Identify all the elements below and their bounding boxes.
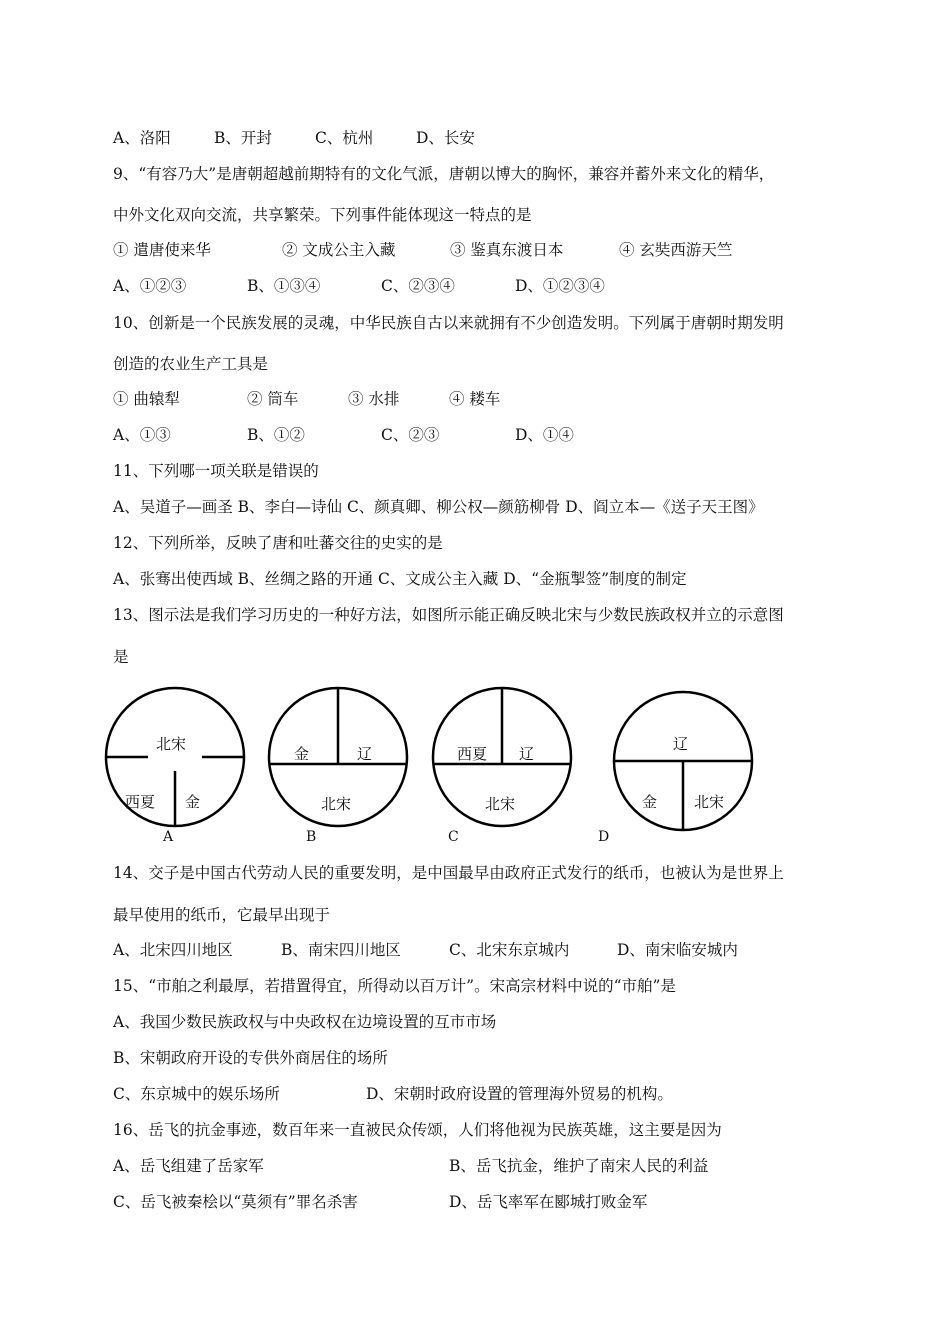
- q9-stem-line1: 9、“有容乃大”是唐朝超越前期特有的文化气派，唐朝以博大的胸怀，兼容并蓄外来文化的精华，: [113, 165, 775, 183]
- q15-option-a[interactable]: A、我国少数民族政权与中央政权在边境设置的互市市场: [113, 1013, 497, 1031]
- q16-stem: 16、岳飞的抗金事迹，数百年来一直被民众传颂，人们将他视为民族英雄，这主要是因为: [113, 1121, 722, 1139]
- q13-diagrams: [0, 680, 950, 860]
- diagram-c-label-3: 北宋: [485, 795, 516, 813]
- diagram-d-letter[interactable]: D: [598, 829, 610, 845]
- diagram-b-label-3: 北宋: [321, 795, 352, 813]
- diagram-d-label-2: 金: [642, 793, 658, 811]
- q8-option-d[interactable]: D、长安: [416, 129, 475, 147]
- diagram-a-label-1: 北宋: [156, 735, 187, 753]
- diagram-b-label-1: 金: [294, 745, 310, 763]
- q9-option-a[interactable]: A、①②③: [113, 277, 187, 295]
- q10-item-4: ④ 耧车: [449, 390, 501, 408]
- diagram-b-label-2: 辽: [357, 745, 373, 763]
- q16-option-a[interactable]: A、岳飞组建了岳家军: [113, 1157, 264, 1175]
- q13-stem-line2: 是: [113, 648, 129, 666]
- q14-option-a[interactable]: A、北宋四川地区: [113, 941, 233, 959]
- q9-option-b[interactable]: B、①③④: [247, 277, 321, 295]
- q10-stem-line1: 10、创新是一个民族发展的灵魂，中华民族自古以来就拥有不少创造发明。下列属于唐朝时期发明: [113, 314, 784, 332]
- q15-option-d[interactable]: D、宋朝时政府设置的管理海外贸易的机构。: [366, 1085, 673, 1103]
- q10-option-a[interactable]: A、①③: [113, 426, 171, 444]
- q10-option-c[interactable]: C、②③: [381, 426, 440, 444]
- q14-stem-line1: 14、交子是中国古代劳动人民的重要发明，是中国最早由政府正式发行的纸币，也被认为是世界上: [113, 864, 784, 882]
- q8-option-b[interactable]: B、开封: [214, 129, 272, 147]
- q10-item-3: ③ 水排: [348, 390, 400, 408]
- diagram-d[interactable]: [614, 692, 752, 830]
- q9-item-4: ④ 玄奘西游天竺: [619, 241, 733, 259]
- q16-option-d[interactable]: D、岳飞率军在郾城打败金军: [449, 1193, 648, 1211]
- q15-option-b[interactable]: B、宋朝政府开设的专供外商居住的场所: [113, 1049, 388, 1067]
- diagram-c-label-1: 西夏: [457, 745, 488, 763]
- diagram-b[interactable]: [269, 688, 407, 826]
- diagram-c[interactable]: [433, 688, 571, 826]
- diagram-d-label-1: 辽: [673, 735, 689, 753]
- q14-option-b[interactable]: B、南宋四川地区: [281, 941, 401, 959]
- q9-stem-line2: 中外文化双向交流，共享繁荣。下列事件能体现这一特点的是: [113, 206, 532, 224]
- q16-option-c[interactable]: C、岳飞被秦桧以“莫须有”罪名杀害: [113, 1193, 358, 1211]
- diagram-a-label-2: 西夏: [125, 793, 156, 811]
- q9-option-d[interactable]: D、①②③④: [515, 277, 605, 295]
- diagram-a-letter[interactable]: A: [163, 829, 174, 845]
- q9-item-2: ② 文成公主入藏: [282, 241, 396, 259]
- q9-option-c[interactable]: C、②③④: [381, 277, 455, 295]
- q14-stem-line2: 最早使用的纸币，它最早出现于: [113, 906, 331, 924]
- q8-option-c[interactable]: C、杭州: [315, 129, 374, 147]
- q10-stem-line2: 创造的农业生产工具是: [113, 355, 269, 373]
- q15-stem: 15、“市舶之利最厚，若措置得宜，所得动以百万计”。宋高宗材料中说的“市舶”是: [113, 977, 676, 995]
- q11-options[interactable]: A、吴道子—画圣 B、李白—诗仙 C、颜真卿、柳公权—颜筋柳骨 D、阎立本—《送子天王图》: [113, 498, 764, 516]
- q12-stem: 12、下列所举，反映了唐和吐蕃交往的史实的是: [113, 534, 443, 552]
- diagram-a[interactable]: [106, 688, 244, 826]
- q14-option-c[interactable]: C、北宋东京城内: [449, 941, 570, 959]
- q15-option-c[interactable]: C、东京城中的娱乐场所: [113, 1085, 280, 1103]
- q10-option-b[interactable]: B、①②: [247, 426, 305, 444]
- diagram-c-label-2: 辽: [519, 745, 535, 763]
- q9-item-3: ③ 鉴真东渡日本: [450, 241, 564, 259]
- diagram-d-label-3: 北宋: [694, 793, 725, 811]
- q13-stem-line1: 13、图示法是我们学习历史的一种好方法，如图所示能正确反映北宋与少数民族政权并立的示意图: [113, 606, 784, 624]
- q10-item-2: ② 筒车: [247, 390, 299, 408]
- q8-option-a[interactable]: A、洛阳: [113, 129, 171, 147]
- q10-option-d[interactable]: D、①④: [515, 426, 574, 444]
- q14-option-d[interactable]: D、南宋临安城内: [617, 941, 738, 959]
- q12-options[interactable]: A、张骞出使西域 B、丝绸之路的开通 C、文成公主入藏 D、“金瓶掣签”制度的制定: [113, 570, 687, 588]
- q16-option-b[interactable]: B、岳飞抗金，维护了南宋人民的利益: [449, 1157, 709, 1175]
- diagram-c-letter[interactable]: C: [448, 829, 459, 845]
- q10-item-1: ① 曲辕犁: [113, 390, 180, 408]
- q11-stem: 11、下列哪一项关联是错误的: [113, 462, 319, 480]
- diagram-a-label-3: 金: [185, 793, 201, 811]
- q9-item-1: ① 遣唐使来华: [113, 241, 211, 259]
- diagram-b-letter[interactable]: B: [306, 829, 317, 845]
